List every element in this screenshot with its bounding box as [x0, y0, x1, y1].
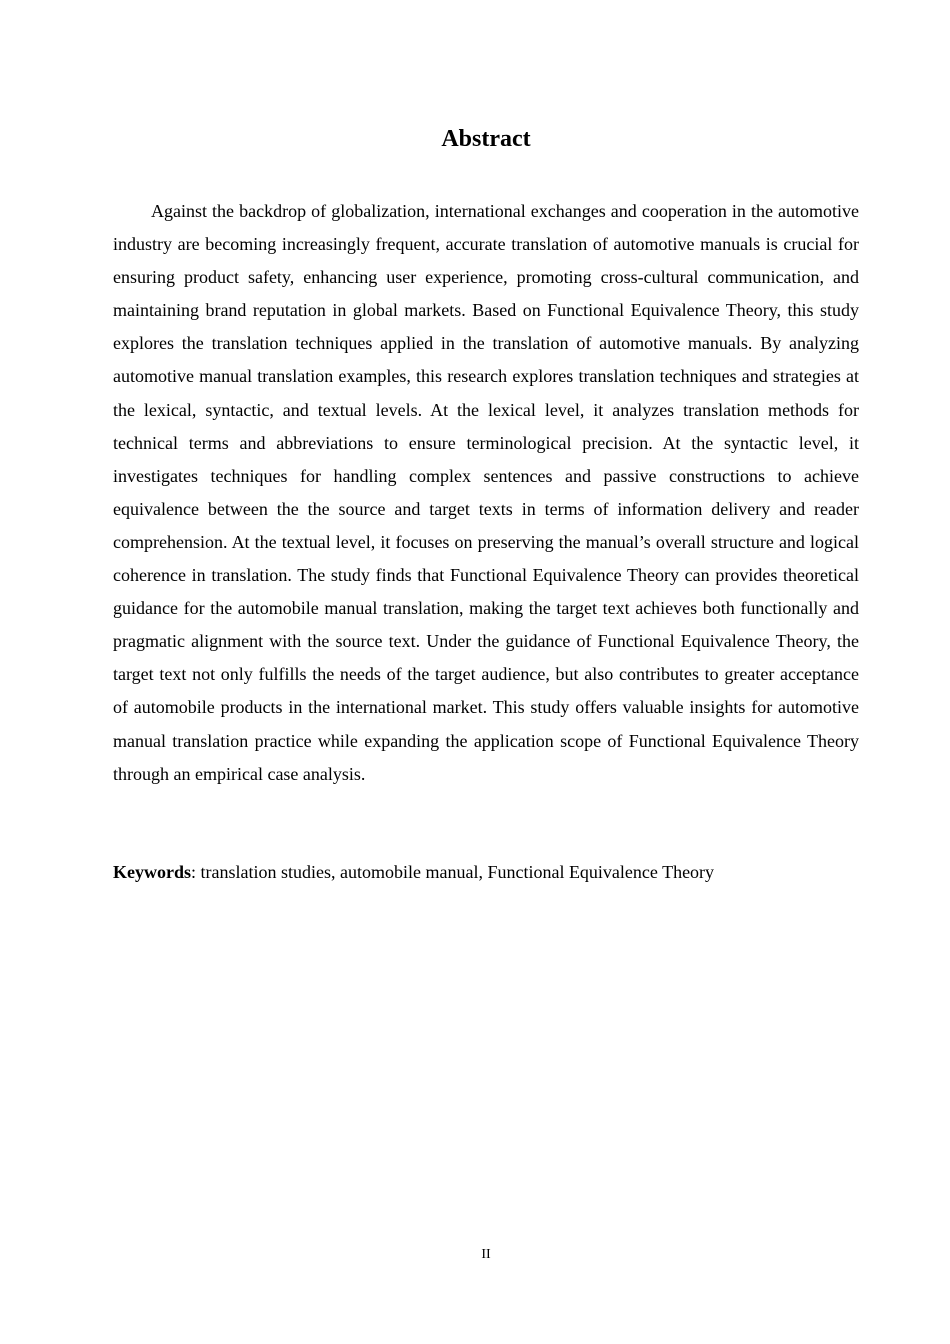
keywords-label: Keywords: [113, 862, 191, 882]
abstract-paragraph: Against the backdrop of globalization, international exchanges and cooperation in the automotive industry are becoming increasingly frequent, accurate translation of automotive manuals is crucial for ensuring product safety, enhancing user experience, promoting cross-cultural communication, and maintaining brand reputation in global markets. Based on Functional Equivalence Theory, this study explores the translation techniques applied in the translation of automotive manuals. By analyzing automotive manual translation examples, this research explores translation techniques and strategies at the lexical, syntactic, and textual levels. At the lexical level, it analyzes translation methods for technical terms and abbreviations to ensure terminological precision. At the syntactic level, it investigates techniques for handling complex sentences and passive constructions to achieve equivalence between the the source and target texts in terms of information delivery and reader comprehension. At the textual level, it focuses on preserving the manual’s overall structure and logical coherence in translation. The study finds that Functional Equivalence Theory can provides theoretical guidance for the automobile manual translation, making the target text achieves both functionally and pragmatic alignment with the source text. Under the guidance of Functional Equivalence Theory, the target text not only fulfills the needs of the target audience, but also contributes to greater acceptance of automobile products in the international market. This study offers valuable insights for automotive manual translation practice while expanding the application scope of Functional Equivalence Theory through an empirical case analysis.: [113, 201, 859, 784]
page-title: Abstract: [441, 126, 531, 152]
keywords-line: [113, 856, 859, 889]
page-number: II: [481, 1247, 491, 1262]
keywords-list: : translation studies, automobile manual, Functional Equivalence Theory: [191, 862, 715, 882]
